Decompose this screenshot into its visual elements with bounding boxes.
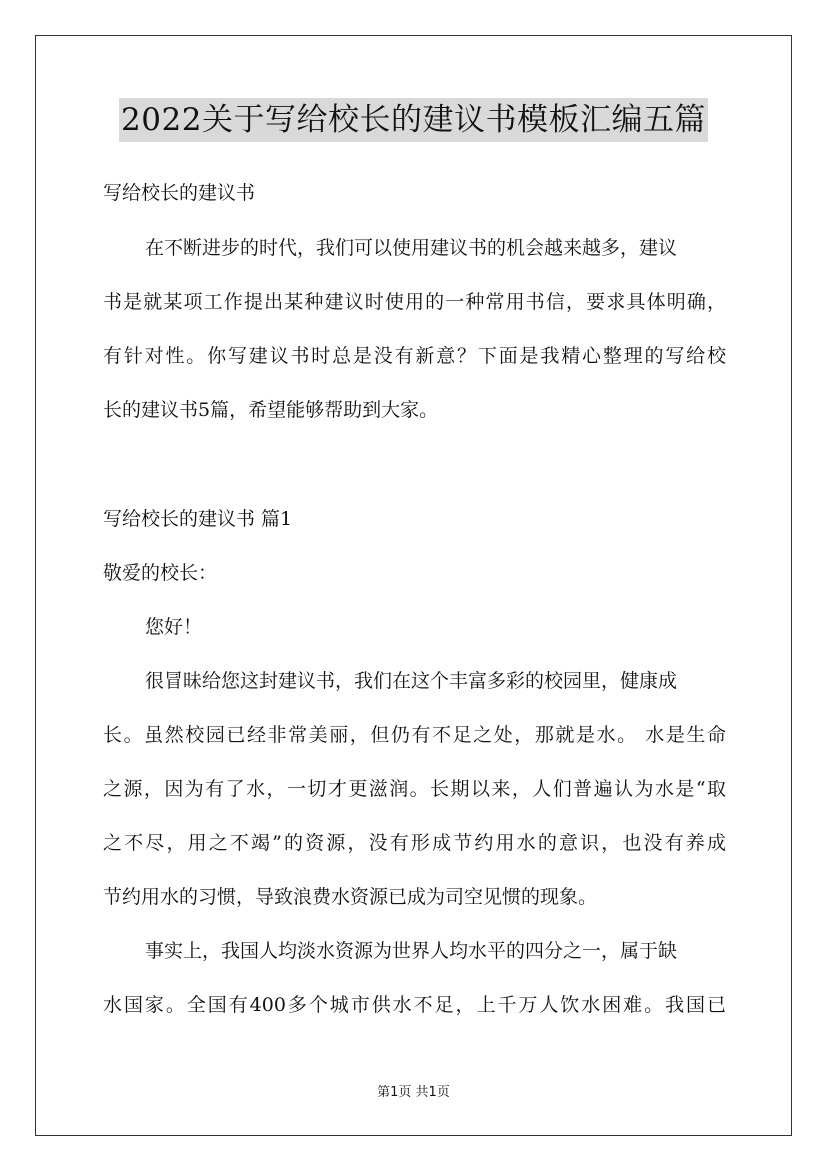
body-line: 长。虽然校园已经非常美丽，但仍有不足之处，那就是水。 水是生命 <box>103 724 726 746</box>
document-title: 2022关于写给校长的建议书模板汇编五篇 <box>119 98 708 142</box>
intro-line: 在不断进步的时代，我们可以使用建议书的机会越来越多，建议 <box>145 237 678 259</box>
section-heading: 写给校长的建议书 篇1 <box>103 508 293 530</box>
salutation: 敬爱的校长： <box>103 562 218 584</box>
intro-line: 有针对性。你写建议书时总是没有新意？下面是我精心整理的写给校 <box>103 345 726 367</box>
body-line: 事实上，我国人均淡水资源为世界人均水平的四分之一，属于缺 <box>145 940 678 962</box>
body-line: 水国家。全国有400多个城市供水不足，上千万人饮水困难。我国已 <box>103 994 726 1016</box>
intro-line: 长的建议书5篇，希望能够帮助到大家。 <box>103 399 439 421</box>
body-line: 之不尽，用之不竭”的资源，没有形成节约用水的意识，也没有养成 <box>103 832 726 854</box>
intro-line: 书是就某项工作提出某种建议时使用的一种常用书信，要求具体明确， <box>103 291 726 313</box>
intro-heading: 写给校长的建议书 <box>103 182 256 204</box>
body-line: 很冒昧给您这封建议书，我们在这个丰富多彩的校园里，健康成 <box>145 670 678 692</box>
title-container <box>0 98 827 142</box>
page-footer: 第1页 共1页 <box>377 1085 450 1100</box>
greeting: 您好！ <box>145 616 203 638</box>
body-line: 节约用水的习惯，导致浪费水资源已成为司空见惯的现象。 <box>103 886 598 908</box>
body-line: 之源，因为有了水，一切才更滋润。长期以来，人们普遍认为水是“取 <box>103 778 726 800</box>
